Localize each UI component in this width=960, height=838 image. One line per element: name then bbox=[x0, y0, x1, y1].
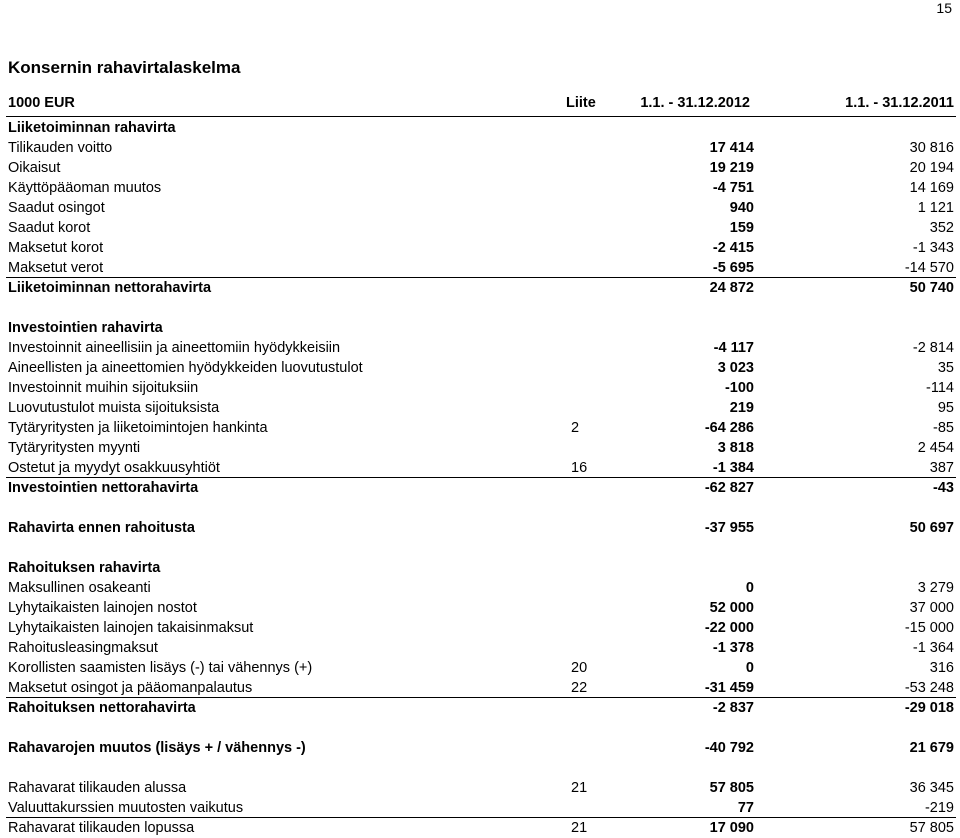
row-label: Investointien rahavirta bbox=[8, 320, 163, 336]
row-value-2011: 14 169 bbox=[909, 180, 954, 196]
table-row bbox=[0, 338, 960, 358]
table-row bbox=[0, 618, 960, 638]
row-label: Lyhytaikaisten lainojen takaisinmaksut bbox=[8, 620, 254, 636]
row-value-2011: -29 018 bbox=[904, 700, 954, 716]
row-value-2012: 3 023 bbox=[717, 360, 754, 376]
table-row bbox=[0, 418, 960, 438]
row-value-2011: 50 740 bbox=[909, 280, 954, 296]
table-row bbox=[0, 318, 960, 338]
row-note: 22 bbox=[571, 680, 588, 696]
row-value-2011: -15 000 bbox=[904, 620, 954, 636]
row-value-2011: 1 121 bbox=[917, 200, 954, 216]
row-label: Tytäryritysten ja liiketoimintojen hankinta bbox=[8, 420, 268, 436]
row-label: Rahoituksen nettorahavirta bbox=[8, 700, 196, 716]
table-row bbox=[0, 458, 960, 478]
table-row bbox=[0, 398, 960, 418]
row-label: Maksetut verot bbox=[8, 260, 104, 276]
table-row bbox=[0, 558, 960, 578]
row-value-2011: 50 697 bbox=[909, 520, 954, 536]
row-label: Korollisten saamisten lisäys (-) tai vähennys (+) bbox=[8, 660, 313, 676]
table-header bbox=[6, 95, 956, 114]
row-value-2012: 17 414 bbox=[709, 140, 754, 156]
spacer-row bbox=[0, 758, 960, 778]
row-value-2011: 36 345 bbox=[909, 780, 954, 796]
row-value-2011: 95 bbox=[937, 400, 954, 416]
table-row bbox=[0, 438, 960, 458]
row-value-2011: 2 454 bbox=[917, 440, 954, 456]
row-value-2012: 52 000 bbox=[709, 600, 754, 616]
row-label: Käyttöpääoman muutos bbox=[8, 180, 162, 196]
table-row bbox=[0, 138, 960, 158]
row-value-2011: -43 bbox=[933, 480, 954, 496]
table-row bbox=[0, 178, 960, 198]
row-label: Rahoitusleasingmaksut bbox=[8, 640, 158, 656]
spacer-row bbox=[0, 298, 960, 318]
row-value-2012: -64 286 bbox=[704, 420, 754, 436]
row-value-2012: -37 955 bbox=[704, 520, 754, 536]
row-value-2012: 3 818 bbox=[717, 440, 754, 456]
row-label: Investoinnit muihin sijoituksiin bbox=[8, 380, 199, 396]
row-label: Oikaisut bbox=[8, 160, 61, 176]
table-row bbox=[0, 818, 960, 838]
row-value-2012: 219 bbox=[729, 400, 754, 416]
row-value-2012: 17 090 bbox=[709, 820, 754, 836]
table-row bbox=[0, 358, 960, 378]
spacer-row bbox=[0, 498, 960, 518]
row-value-2011: 352 bbox=[929, 220, 954, 236]
table-row bbox=[0, 598, 960, 618]
row-value-2012: 19 219 bbox=[709, 160, 754, 176]
row-note: 21 bbox=[571, 780, 588, 796]
row-value-2011: -2 814 bbox=[912, 340, 954, 356]
row-note: 2 bbox=[571, 420, 580, 436]
header-period-2012: 1.1. - 31.12.2012 bbox=[640, 95, 750, 111]
row-value-2011: -1 343 bbox=[912, 240, 954, 256]
row-value-2012: -62 827 bbox=[704, 480, 754, 496]
row-value-2011: -114 bbox=[926, 380, 954, 396]
row-value-2011: -53 248 bbox=[904, 680, 954, 696]
row-value-2011: 57 805 bbox=[909, 820, 954, 836]
row-label: Tilikauden voitto bbox=[8, 140, 113, 156]
row-label: Saadut osingot bbox=[8, 200, 105, 216]
row-label: Maksullinen osakeanti bbox=[8, 580, 151, 596]
table-row bbox=[0, 778, 960, 798]
row-value-2012: 24 872 bbox=[709, 280, 754, 296]
row-label: Liiketoiminnan nettorahavirta bbox=[8, 280, 212, 296]
header-unit: 1000 EUR bbox=[8, 95, 75, 111]
table-row bbox=[0, 378, 960, 398]
row-value-2011: 37 000 bbox=[909, 600, 954, 616]
table-row bbox=[0, 158, 960, 178]
row-value-2011: 35 bbox=[937, 360, 954, 376]
row-label: Investoinnit aineellisiin ja aineettomiin hyödykkeisiin bbox=[8, 340, 341, 356]
row-label: Rahoituksen rahavirta bbox=[8, 560, 161, 576]
row-value-2012: -2 837 bbox=[712, 700, 754, 716]
table-row bbox=[0, 658, 960, 678]
row-value-2012: -1 378 bbox=[712, 640, 754, 656]
cash-flow-table bbox=[0, 118, 960, 838]
table-row bbox=[0, 478, 960, 498]
row-value-2012: 159 bbox=[729, 220, 754, 236]
table-row bbox=[0, 698, 960, 718]
page-number: 15 bbox=[936, 0, 952, 16]
row-value-2012: 57 805 bbox=[709, 780, 754, 796]
row-value-2011: 20 194 bbox=[909, 160, 954, 176]
table-row bbox=[0, 638, 960, 658]
row-value-2011: 21 679 bbox=[909, 740, 954, 756]
row-label: Maksetut korot bbox=[8, 240, 104, 256]
row-label: Luovutustulot muista sijoituksista bbox=[8, 400, 220, 416]
row-label: Rahavarat tilikauden alussa bbox=[8, 780, 187, 796]
row-label: Aineellisten ja aineettomien hyödykkeiden luovutustulot bbox=[8, 360, 363, 376]
table-row bbox=[0, 198, 960, 218]
table-row bbox=[0, 278, 960, 298]
row-note: 16 bbox=[571, 460, 588, 476]
row-value-2012: 940 bbox=[729, 200, 754, 216]
row-label: Tytäryritysten myynti bbox=[8, 440, 141, 456]
table-row bbox=[0, 238, 960, 258]
table-row bbox=[0, 258, 960, 278]
row-value-2011: -14 570 bbox=[904, 260, 954, 276]
row-value-2012: -4 117 bbox=[713, 340, 754, 356]
row-label: Rahavarat tilikauden lopussa bbox=[8, 820, 195, 836]
table-row bbox=[0, 118, 960, 138]
row-value-2012: -5 695 bbox=[712, 260, 754, 276]
header-period-2011: 1.1. - 31.12.2011 bbox=[845, 95, 954, 111]
row-label: Maksetut osingot ja pääomanpalautus bbox=[8, 680, 253, 696]
row-note: 20 bbox=[571, 660, 588, 676]
row-value-2012: -31 459 bbox=[704, 680, 754, 696]
table-row bbox=[0, 678, 960, 698]
row-label: Valuuttakurssien muutosten vaikutus bbox=[8, 800, 244, 816]
row-value-2012: 0 bbox=[745, 660, 754, 676]
row-value-2011: -85 bbox=[933, 420, 954, 436]
table-row bbox=[0, 218, 960, 238]
row-value-2011: 3 279 bbox=[917, 580, 954, 596]
row-label: Rahavirta ennen rahoitusta bbox=[8, 520, 195, 536]
row-value-2012: -22 000 bbox=[704, 620, 754, 636]
row-value-2011: -1 364 bbox=[912, 640, 954, 656]
row-value-2011: -219 bbox=[924, 800, 954, 816]
row-label: Liiketoiminnan rahavirta bbox=[8, 120, 176, 136]
table-row bbox=[0, 578, 960, 598]
row-note: 21 bbox=[571, 820, 588, 836]
row-value-2012: -100 bbox=[724, 380, 754, 396]
header-note: Liite bbox=[566, 95, 596, 111]
row-value-2011: 30 816 bbox=[909, 140, 954, 156]
row-value-2012: 77 bbox=[737, 800, 754, 816]
table-row bbox=[0, 518, 960, 538]
table-row bbox=[0, 738, 960, 758]
row-value-2012: -2 415 bbox=[712, 240, 754, 256]
spacer-row bbox=[0, 718, 960, 738]
row-label: Investointien nettorahavirta bbox=[8, 480, 199, 496]
row-label: Rahavarojen muutos (lisäys + / vähennys -) bbox=[8, 740, 306, 756]
row-value-2011: 387 bbox=[929, 460, 954, 476]
row-label: Ostetut ja myydyt osakkuusyhtiöt bbox=[8, 460, 220, 476]
row-value-2012: 0 bbox=[745, 580, 754, 596]
page-title: Konsernin rahavirtalaskelma bbox=[8, 58, 241, 77]
row-label: Lyhytaikaisten lainojen nostot bbox=[8, 600, 197, 616]
row-value-2012: -4 751 bbox=[712, 180, 754, 196]
table-row bbox=[0, 798, 960, 818]
row-value-2011: 316 bbox=[929, 660, 954, 676]
row-value-2012: -1 384 bbox=[712, 460, 754, 476]
header-rule bbox=[6, 116, 956, 117]
spacer-row bbox=[0, 538, 960, 558]
row-label: Saadut korot bbox=[8, 220, 91, 236]
row-value-2012: -40 792 bbox=[704, 740, 754, 756]
